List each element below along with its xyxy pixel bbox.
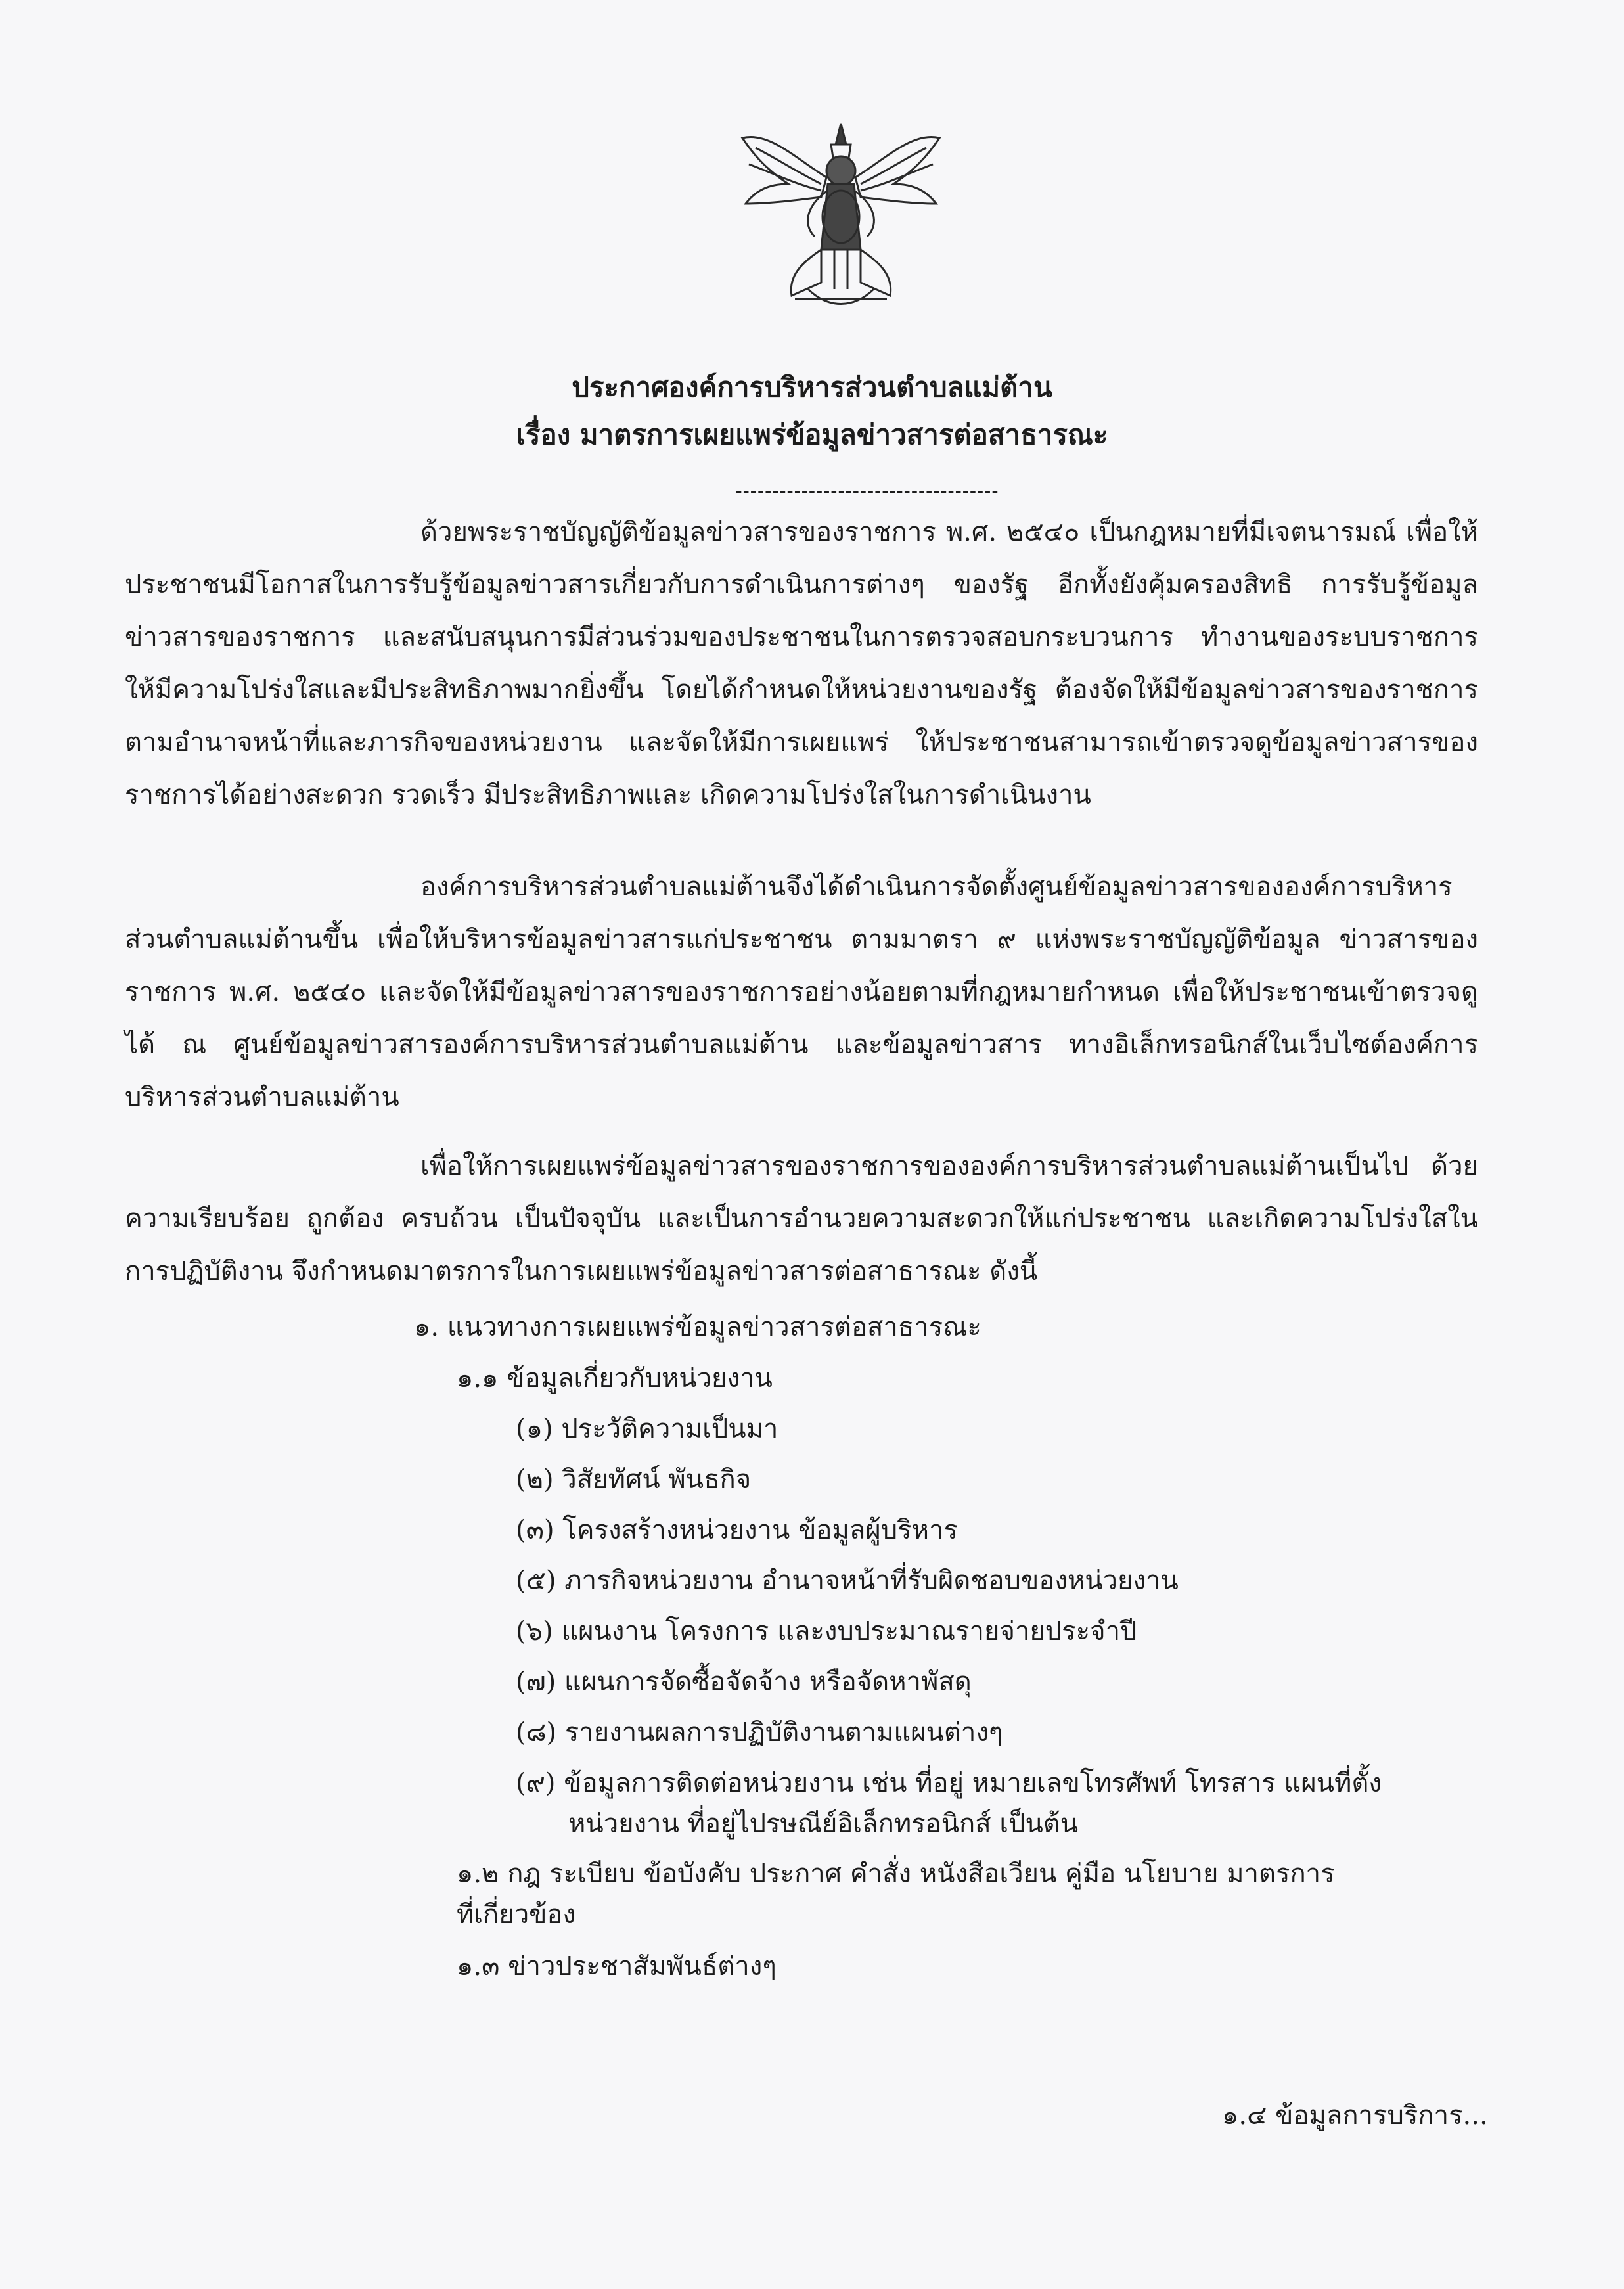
list-item: (๑) ประวัติความเป็นมา [516, 1414, 778, 1444]
garuda-emblem [729, 118, 953, 315]
list-item: (๓) โครงสร้างหน่วยงาน ข้อมูลผู้บริหาร [516, 1515, 958, 1545]
paragraph-3: เพื่อให้การเผยแพร่ข้อมูลข่าวสารของราชการขององค์การบริหารส่วนตำบลแม่ต้านเป็นไป ด้วยความเรียบร้อย ถูกต้อง ครบถ้วน เป็นปัจจุบัน และเป็นการอำนวยความสะดวกให้แก่ประชาชน และเกิดความโปร่งใสในการปฏิบัติงาน จึงกำหนดมาตรการในการเผยแพร่ข้อมูลข่าวสารต่อสาธารณะ ดังนี้ [125, 1151, 1478, 1286]
paragraph-2: องค์การบริหารส่วนตำบลแม่ต้านจึงได้ดำเนินการจัดตั้งศูนย์ข้อมูลข่าวสารขององค์การบริหาร ส่วนตำบลแม่ต้านขึ้น เพื่อให้บริหารข้อมูลข่าวสารแก่ประชาชน ตามมาตรา ๙ แห่งพระราชบัญญัติข้อมูล ข่าวสารของราชการ พ.ศ. ๒๕๔๐ และจัดให้มีข้อมูลข่าวสารของราชการอย่างน้อยตามที่กฎหมายกำหนด เพื่อให้ประชาชนเข้าตรวจดูได้ ณ ศูนย์ข้อมูลข่าวสารองค์การบริหารส่วนตำบลแม่ต้าน และข้อมูลข่าวสาร ทางอิเล็กทรอนิกส์ในเว็บไซต์องค์การบริหารส่วนตำบลแม่ต้าน [125, 872, 1478, 1112]
list-item: (๒) วิสัยทัศน์ พันธกิจ [516, 1464, 752, 1495]
page-continuation: ๑.๔ ข้อมูลการบริการ... [1222, 2100, 1488, 2131]
list-item-continuation: หน่วยงาน ที่อยู่ไปรษณีย์อิเล็กทรอนิกส์ เป็นต้น [568, 1809, 1079, 1839]
announcement-subject: เรื่อง มาตรการเผยแพร่ข้อมูลข่าวสารต่อสาธารณะ [516, 419, 1108, 451]
list-item: (๙) ข้อมูลการติดต่อหน่วยงาน เช่น ที่อยู่ หมายเลขโทรศัพท์ โทรสาร แผนที่ตั้ง [516, 1768, 1382, 1798]
title-divider: ------------------------------------ [735, 480, 999, 503]
section-1-2-continuation: ที่เกี่ยวข้อง [457, 1899, 576, 1930]
section-1-1-heading: ๑.๑ ข้อมูลเกี่ยวกับหน่วยงาน [457, 1363, 773, 1394]
list-item: (๖) แผนงาน โครงการ และงบประมาณรายจ่ายประจำปี [516, 1616, 1137, 1646]
list-item: (๕) ภารกิจหน่วยงาน อำนาจหน้าที่รับผิดชอบของหน่วยงาน [516, 1566, 1179, 1596]
paragraph-1: ด้วยพระราชบัญญัติข้อมูลข่าวสารของราชการ พ.ศ. ๒๕๔๐ เป็นกฎหมายที่มีเจตนารมณ์ เพื่อให้ประชาชนมีโอกาสในการรับรู้ข้อมูลข่าวสารเกี่ยวกับการดำเนินการต่างๆ ของรัฐ อีกทั้งยังคุ้มครองสิทธิ การรับรู้ข้อมูลข่าวสารของราชการ และสนับสนุนการมีส่วนร่วมของประชาชนในการตรวจสอบกระบวนการ ทำงานของระบบราชการ ให้มีความโปร่งใสและมีประสิทธิภาพมากยิ่งขึ้น โดยได้กำหนดให้หน่วยงานของรัฐ ต้องจัดให้มีข้อมูลข่าวสารของราชการ ตามอำนาจหน้าที่และภารกิจของหน่วยงาน และจัดให้มีการเผยแพร่ ให้ประชาชนสามารถเข้าตรวจดูข้อมูลข่าวสารของราชการได้อย่างสะดวก รวดเร็ว มีประสิทธิภาพและ เกิดความโปร่งใสในการดำเนินงาน [125, 517, 1478, 810]
announcement-title: ประกาศองค์การบริหารส่วนตำบลแม่ต้าน [572, 371, 1052, 403]
section-1-heading: ๑. แนวทางการเผยแพร่ข้อมูลข่าวสารต่อสาธารณะ [414, 1312, 981, 1342]
list-item: (๗) แผนการจัดซื้อจัดจ้าง หรือจัดหาพัสดุ [516, 1667, 972, 1697]
section-1-3-heading: ๑.๓ ข่าวประชาสัมพันธ์ต่างๆ [457, 1951, 777, 1982]
section-1-2-heading: ๑.๒ กฎ ระเบียบ ข้อบังคับ ประกาศ คำสั่ง หนังสือเวียน คู่มือ นโยบาย มาตรการ [457, 1859, 1335, 1889]
list-item: (๘) รายงานผลการปฏิบัติงานตามแผนต่างๆ [516, 1717, 1003, 1748]
